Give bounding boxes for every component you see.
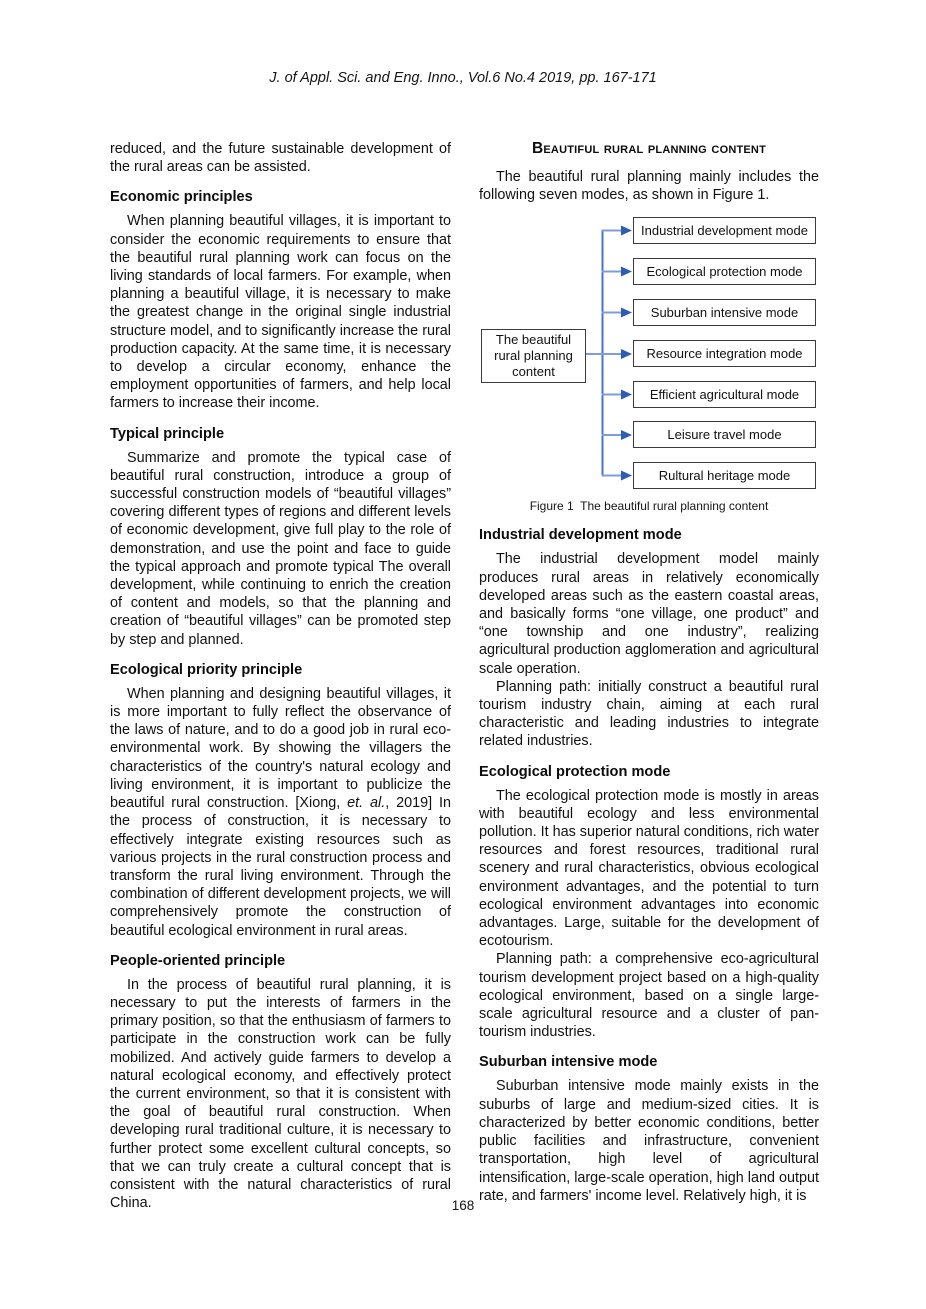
figure-node-box-industrial-development: Industrial development mode: [633, 217, 816, 244]
paragraph: Suburban intensive mode mainly exists in the suburbs of large and medium-sized cities. It is characterized by better economic conditions, better public facilities and infrastructure, convenient transportation, high level of agricultural intensification, large-scale operation, high land output rate, and farmers' income level. Relatively high, it is: [479, 1078, 819, 1204]
section-title-beautiful-rural-planning-content: Beautiful rural planning content: [532, 140, 766, 157]
paragraph: Planning path: a comprehensive eco-agricultural tourism development project based on a high-quality ecological environment, based on a single large-scale agricultural resource and a cluster of pan-tourism industries.: [479, 951, 819, 1041]
citation-authors-italic: et. al.: [347, 795, 386, 812]
paragraph: The ecological protection mode is mostly in areas with beautiful ecology and less environmental pollution. It has superior natural conditions, rich water resources and forest resources, traditional rural scenery and rural characteristics, obvious ecological environment advantages, and the potential to turn ecological environment advantages into economic advantages. Large, suitable for the development of ecotourism.: [479, 787, 819, 950]
paragraph: The beautiful rural planning mainly includes the following seven modes, as shown in Figure 1.: [479, 169, 819, 204]
left-column: [110, 140, 451, 1212]
figure-node-box-efficient-agricultural: Efficient agricultural mode: [633, 381, 816, 408]
paragraph-continuation: reduced, and the future sustainable development of the rural areas can be assisted.: [110, 141, 451, 176]
section-heading-industrial-development-mode: Industrial development mode: [479, 527, 682, 544]
arrowhead-icon: [621, 226, 632, 481]
figure-node-box-resource-integration: Resource integration mode: [633, 340, 816, 367]
section-heading-ecological-priority-principle: Ecological priority principle: [110, 661, 303, 678]
section-heading-economic-principles: Economic principles: [110, 189, 253, 206]
paragraph-text: , 2019] In the process of construction, it is necessary to effectively integrate existing resources such as various projects in the rural construction process and transform the rural living environment. Through the combination of different development projects, we will comprehensively promote the construction of beautiful ecological environment in rural areas.: [110, 795, 451, 939]
figure-node-box-suburban-intensive: Suburban intensive mode: [633, 299, 816, 326]
paragraph: Planning path: initially construct a beautiful rural tourism industry chain, aiming at each rural characteristic and leading industries to integrate related industries.: [479, 678, 819, 750]
figure-node-box-ecological-protection: Ecological protection mode: [633, 258, 816, 285]
page-number: 168: [451, 1198, 475, 1213]
paragraph: In the process of beautiful rural planning, it is necessary to put the interests of farmers in the primary position, so that the enthusiasm of farmers to participate in the construction work can be fully mobilized. And actively guide farmers to develop a natural ecological economy, and effectively protect the current environment, so that it is consistent with the goal of beautiful rural construction. When developing rural traditional culture, it is necessary to further protect some excellent cultural concepts, so that we can truly create a cultural concept that is consistent with the natural characteristics of rural China.: [110, 976, 451, 1212]
figure-caption: Figure 1 The beautiful rural planning content: [529, 499, 769, 514]
figure-node-box-rultural-heritage: Rultural heritage mode: [633, 462, 816, 489]
section-heading-people-oriented-principle: People-oriented principle: [110, 952, 286, 969]
paragraph: When planning beautiful villages, it is important to consider the economic requirements to ensure that the beautiful rural planning work can focus on the living standards of local farmers. For example, when planning a beautiful village, it is necessary to make the greatest change in the original single industrial structure model, and to significantly increase the rural production capacity. At the same time, it is necessary to develop a circular economy, enhance the employment opportunities of farmers, and help local farmers to increase their income.: [110, 213, 451, 412]
figure-node-box-leisure-travel: Leisure travel mode: [633, 421, 816, 448]
paragraph: Summarize and promote the typical case of beautiful rural construction, introduce a group of successful construction models of “beautiful villages” covering different types of regions and different levels of economic development, give full play to the role of demonstration, and use the point and face to guide the typical approach and promote typical The overall development, while continuing to enrich the creation of content and models, so that the planning and creation of “beautiful villages” can be promoted step by step and planned.: [110, 449, 451, 648]
paragraph: The industrial development model mainly produces rural areas in relatively economically developed areas such as the eastern coastal areas, and basically forms “one village, one product” and “one township and one industry”, realizing agricultural production agglomeration and agricultural scale operation.: [479, 551, 819, 677]
section-heading-suburban-intensive-mode: Suburban intensive mode: [479, 1054, 658, 1071]
figure-1-diagram: [479, 213, 819, 496]
paragraph-with-citation: [110, 685, 451, 940]
paragraph-text: When planning and designing beautiful villages, it is more important to fully reflect the observance of the laws of nature, and to do a good job in rural eco-environmental work. By showing the villagers the characteristics of the country's natural ecology and living environment, it is important to publicize the beautiful rural construction. [Xiong,: [110, 685, 451, 812]
section-heading-typical-principle: Typical principle: [110, 425, 225, 442]
journal-header: J. of Appl. Sci. and Eng. Inno., Vol.6 No.4 2019, pp. 167-171: [269, 70, 657, 86]
figure-root-box: The beautiful rural planning content: [481, 329, 586, 383]
section-heading-ecological-protection-mode: Ecological protection mode: [479, 763, 671, 780]
right-column: [479, 139, 819, 1205]
